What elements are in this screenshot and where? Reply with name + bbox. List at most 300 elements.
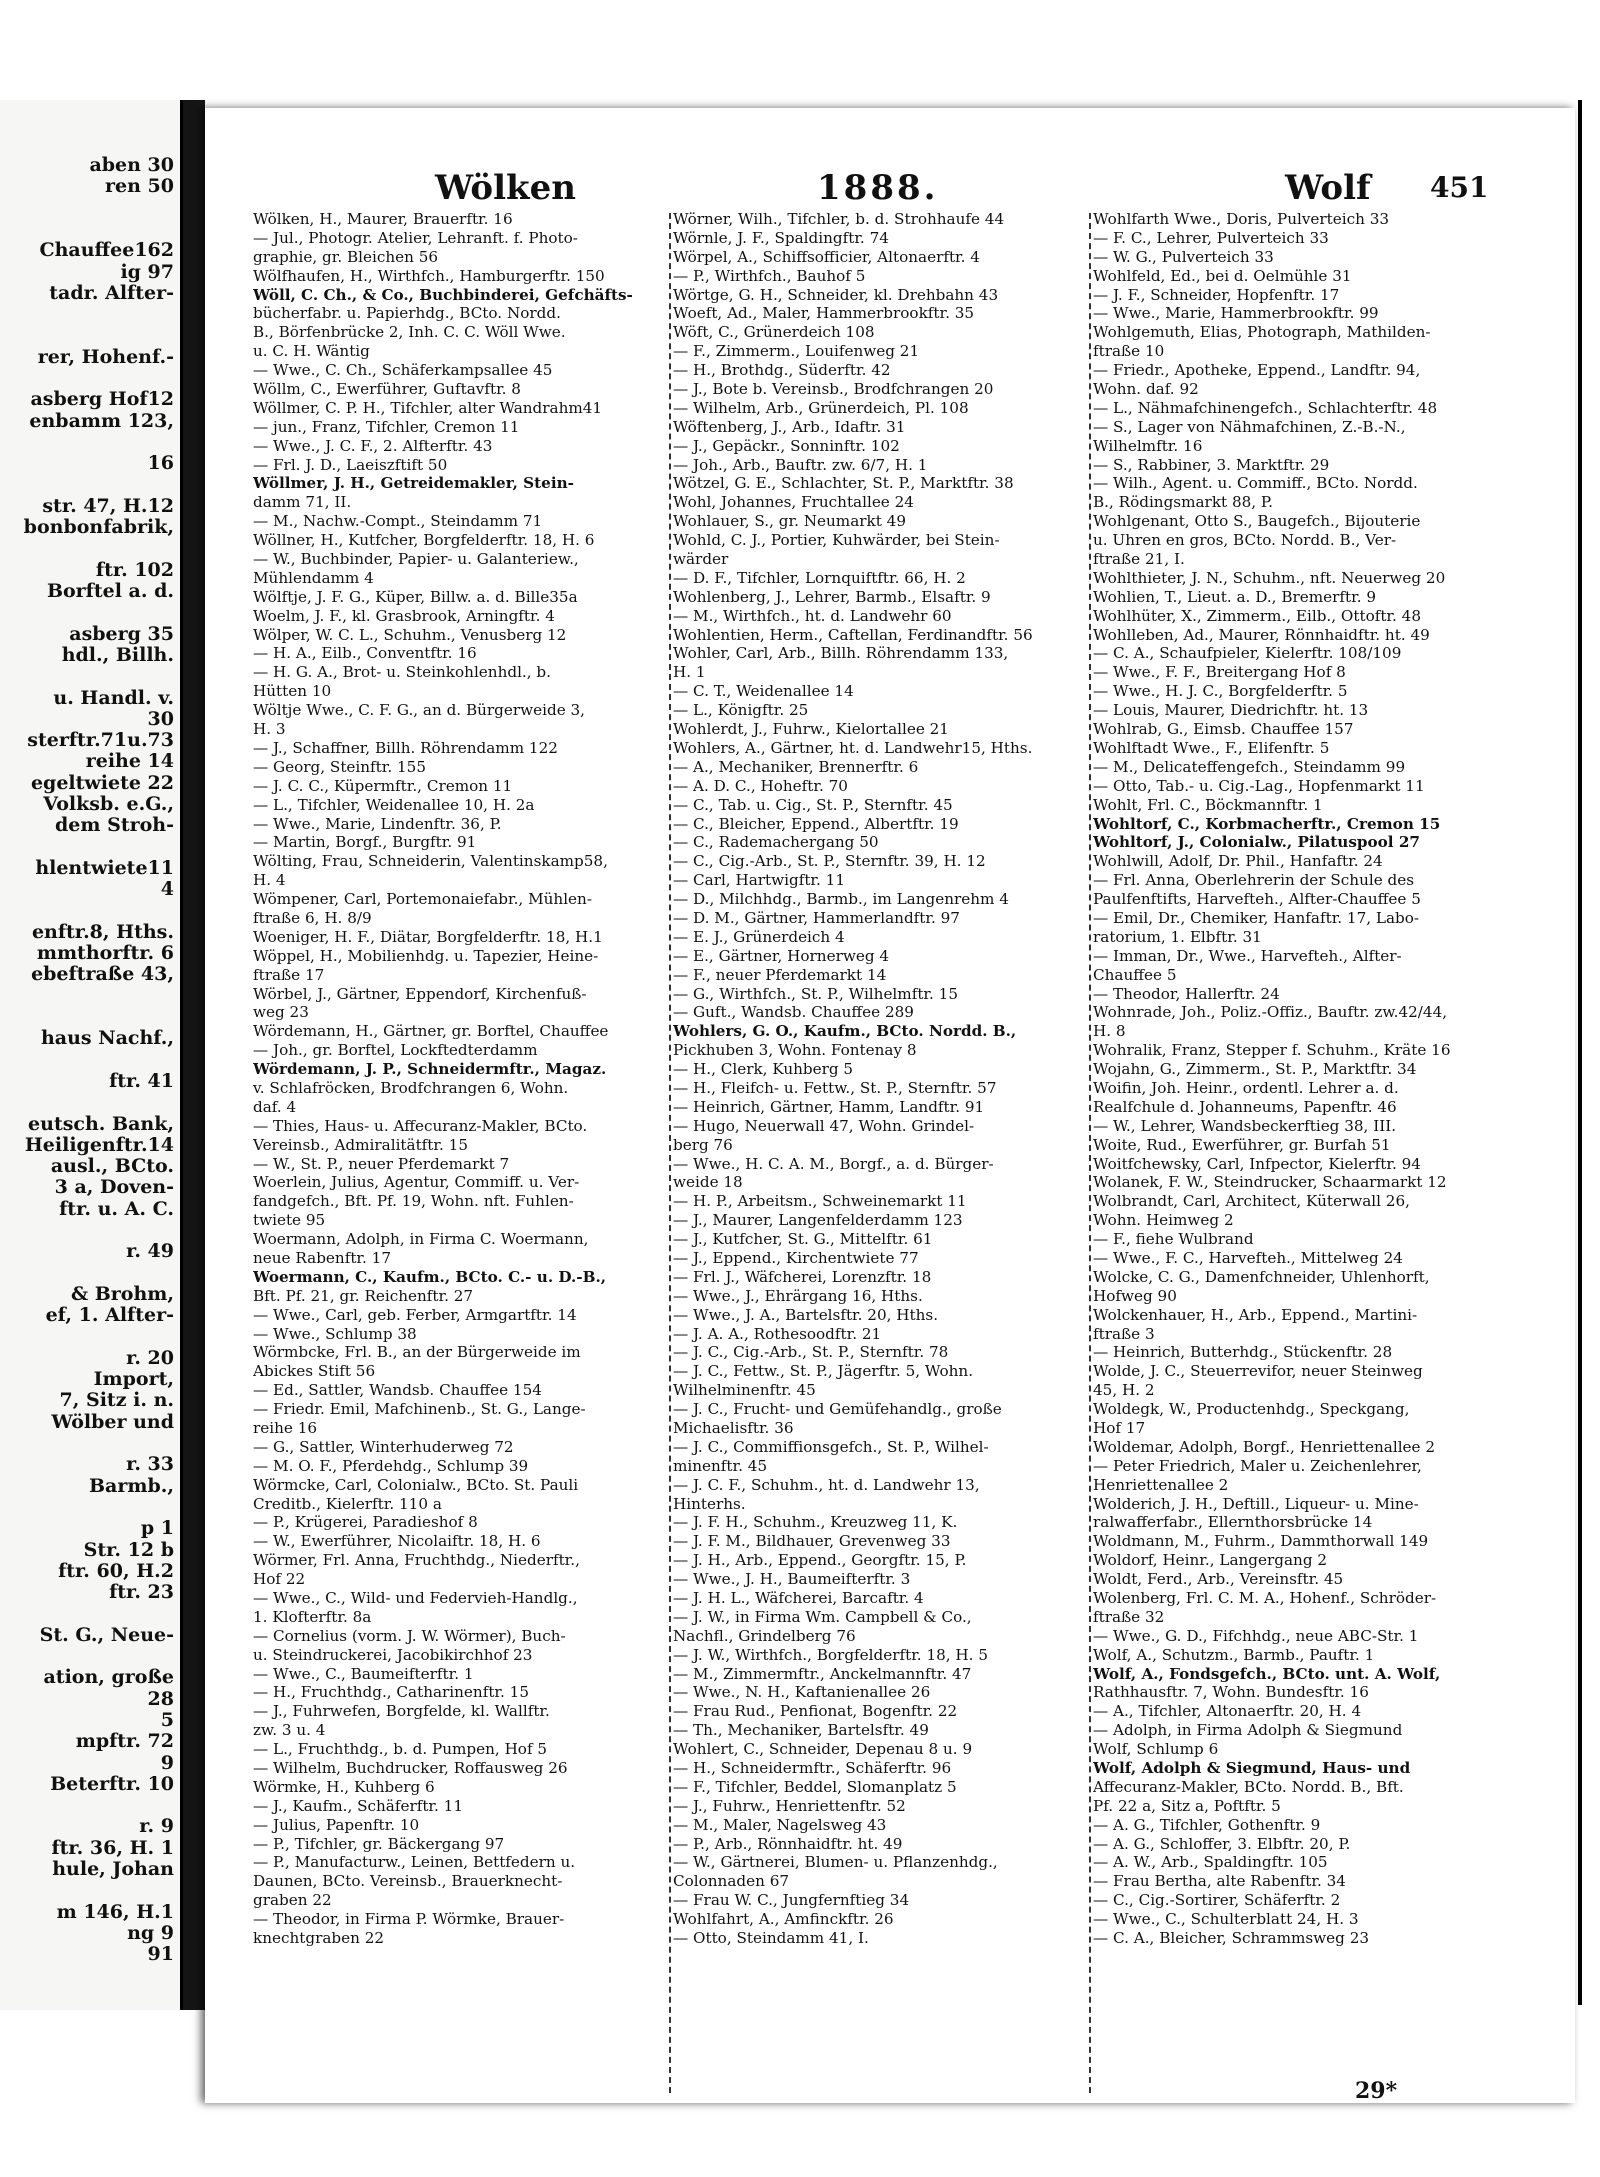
directory-entry-line: berg 76: [673, 1135, 733, 1154]
directory-entry-line: — W., Ewerführer, Nicolaiftr. 18, H. 6: [253, 1532, 541, 1551]
directory-entry-line: Bft. Pf. 21, gr. Reichenftr. 27: [253, 1286, 474, 1305]
previous-page-line: sterftr.71u.73: [27, 729, 174, 752]
directory-entry-line: — L., Königftr. 25: [673, 701, 809, 720]
directory-entry-line: weg 23: [253, 1003, 309, 1022]
directory-entry-line: Woeft, Ad., Maler, Hammerbrookftr. 35: [673, 304, 975, 323]
directory-entry-line: — J. F., Schneider, Hopfenftr. 17: [1093, 285, 1340, 304]
directory-entry-line: Wörpel, A., Schiffsofficier, Altonaerftr. 4: [673, 247, 980, 266]
directory-entry-line: Wolf, A., Schutzm., Barmb., Pauftr. 1: [1093, 1645, 1375, 1664]
directory-entry-line: Colonnaden 67: [673, 1872, 790, 1891]
directory-entry-line: — Wwe., C. Ch., Schäferkampsallee 45: [253, 361, 553, 380]
directory-entry-line: — Emil, Dr., Chemiker, Hanfaftr. 17, Labo-: [1093, 908, 1420, 927]
previous-page-line: Str. 12 b: [83, 1538, 174, 1561]
entries-column-1: [253, 210, 673, 2110]
directory-entry-line: u. Steindruckerei, Jacobikirchhof 23: [253, 1645, 533, 1664]
directory-entry-line: Wördemann, H., Gärtner, gr. Borftel, Chauffee: [253, 1022, 609, 1041]
previous-page-fragment: [0, 100, 183, 2010]
directory-entry-line: Woldmann, M., Fuhrm., Dammthorwall 149: [1093, 1532, 1429, 1551]
directory-entry-line: — Wwe., J. H., Baumeifterftr. 3: [673, 1570, 911, 1589]
previous-page-line: ftr. 23: [109, 1581, 174, 1604]
directory-entry-line: — P., Krügerei, Paradieshof 8: [253, 1513, 478, 1532]
directory-entry-line: Wörmbcke, Frl. B., an der Bürgerweide im: [253, 1343, 581, 1362]
previous-page-line: reihe 14: [85, 750, 174, 773]
previous-page-line: bonbonfabrik,: [23, 516, 174, 539]
directory-entry-line: — Th., Mechaniker, Bartelsftr. 49: [673, 1721, 929, 1740]
directory-entry-line: — Wwe., N. H., Kaftanienallee 26: [673, 1683, 931, 1702]
previous-page-line: haus Nachf.,: [40, 1027, 174, 1050]
directory-entry-line: — W., Buchbinder, Papier- u. Galanteriew.,: [253, 550, 579, 569]
directory-entry-line: Wohlleben, Ad., Maurer, Rönnhaidftr. ht. 49: [1093, 625, 1430, 644]
previous-page-line: hdl., Billh.: [61, 643, 174, 666]
directory-entry-line: — Theodor, Hallerftr. 24: [1093, 984, 1280, 1003]
directory-entry-line: Wohlfarth Wwe., Doris, Pulverteich 33: [1093, 210, 1390, 228]
previous-page-line: Barmb.,: [89, 1474, 174, 1497]
directory-entry-line: Wohld, C. J., Portier, Kuhwärder, bei Stein-: [673, 531, 1000, 550]
directory-entry-line: — Wwe., Schlump 38: [253, 1324, 417, 1343]
directory-entry-line: Woldemar, Adolph, Borgf., Henriettenallee 2: [1093, 1437, 1436, 1456]
directory-entry-line: — Heinrich, Butterhdg., Stückenftr. 28: [1093, 1343, 1393, 1362]
directory-entry-line: — Frau Rud., Penfionat, Bogenftr. 22: [673, 1702, 958, 1721]
previous-page-line: u. Handl. v.: [53, 686, 174, 709]
directory-entry-line: — Hugo, Neuerwall 47, Wohn. Grindel-: [673, 1116, 975, 1135]
previous-page-line: Import,: [93, 1368, 174, 1391]
directory-entry-line: — W., St. P., neuer Pferdemarkt 7: [253, 1154, 510, 1173]
previous-page-line: 91: [147, 1943, 174, 1966]
directory-entry-line: — F., Zimmerm., Louifenweg 21: [673, 342, 920, 361]
directory-entry-line: — J., Eppend., Kirchentwiete 77: [673, 1248, 919, 1267]
directory-entry-line: — J. H., Arb., Eppend., Georgftr. 15, P.: [673, 1551, 967, 1570]
directory-entry-line: Wohlert, C., Schneider, Depenau 8 u. 9: [673, 1740, 973, 1759]
previous-page-line: r. 9: [139, 1815, 174, 1838]
directory-entry-line: — Friedr. Emil, Mafchinenb., St. G., Lange-: [253, 1400, 586, 1419]
directory-entry-line: Wohn. daf. 92: [1093, 380, 1199, 399]
directory-entry-line: — Adolph, in Firma Adolph & Siegmund: [1093, 1721, 1403, 1740]
directory-entry-line: — J., Kutfcher, St. G., Mittelftr. 61: [673, 1230, 933, 1249]
directory-entry-line: Wölftje, J. F. G., Küper, Billw. a. d. Bille35a: [253, 587, 578, 606]
directory-entry-line: ftraße 10: [1093, 342, 1165, 361]
directory-entry-line: — M., Maler, Nagelsweg 43: [673, 1815, 887, 1834]
directory-entry-line: — S., Rabbiner, 3. Marktftr. 29: [1093, 455, 1330, 474]
directory-entry-line: H. 3: [253, 720, 286, 739]
directory-entry-line: Wömpener, Carl, Portemonaiefabr., Mühlen-: [253, 890, 592, 909]
previous-page-line: egeltwiete 22: [30, 771, 174, 794]
directory-entry-line: Woermann, Adolph, in Firma C. Woermann,: [253, 1230, 589, 1249]
directory-entry-line: damm 71, II.: [253, 493, 352, 512]
entries-column-2: [673, 210, 1093, 2110]
directory-entry-line: — Georg, Steinftr. 155: [253, 757, 427, 776]
directory-entry-line: 45, H. 2: [1093, 1381, 1155, 1400]
previous-page-line: enftr.8, Hths.: [31, 920, 174, 943]
directory-entry-line: knechtgraben 22: [253, 1929, 385, 1948]
directory-entry-line: twiete 95: [253, 1211, 326, 1230]
directory-entry-line: Woite, Rud., Ewerführer, gr. Burfah 51: [1093, 1135, 1391, 1154]
directory-entry-line: Affecuranz-Makler, BCto. Nordd. B., Bft.: [1093, 1777, 1404, 1796]
directory-entry-line: — S., Lager von Nähmafchinen, Z.-B.-N.,: [1093, 417, 1406, 436]
previous-page-line: ng 9: [127, 1921, 174, 1944]
directory-entry-line: Wohlgenant, Otto S., Baugefch., Bijouterie: [1093, 512, 1421, 531]
directory-entry-line: — Frl. J. D., Laeiszftift 50: [253, 455, 448, 474]
directory-entry-line: Wölting, Frau, Schneiderin, Valentinskamp58,: [253, 852, 608, 871]
directory-entry-line: Nachfl., Grindelberg 76: [673, 1626, 856, 1645]
directory-entry-line: Wöftenberg, J., Arb., Idaftr. 31: [673, 417, 906, 436]
directory-entry-line: — M., Zimmermftr., Anckelmannftr. 47: [673, 1664, 972, 1683]
previous-page-line: & Brohm,: [70, 1282, 174, 1305]
directory-entry-line: — Wwe., C., Schulterblatt 24, H. 3: [1093, 1910, 1359, 1929]
directory-entry-line: Wohlhüter, X., Zimmerm., Eilb., Ottoftr. 48: [1093, 606, 1422, 625]
previous-page-line: ation, große: [43, 1666, 174, 1689]
directory-entry-line: — J. C., Commiffionsgefch., St. P., Wilhel-: [673, 1437, 989, 1456]
directory-entry-line: — Ed., Sattler, Wandsb. Chauffee 154: [253, 1381, 542, 1400]
directory-entry-line: — Wwe., C., Baumeifterftr. 1: [253, 1664, 474, 1683]
directory-entry-line: graphie, gr. Bleichen 56: [253, 247, 439, 266]
directory-entry-line: — Wilh., Agent. u. Commiff., BCto. Nordd.: [1093, 474, 1418, 493]
previous-page-line: ftr. 36, H. 1: [51, 1836, 174, 1859]
directory-entry-line: — J. C., Fettw., St. P., Jägerftr. 5, Wohn.: [673, 1362, 974, 1381]
directory-entry-line: — F., neuer Pferdemarkt 14: [673, 965, 887, 984]
directory-entry-line: — Carl, Hartwigftr. 11: [673, 871, 846, 890]
directory-entry-line: — M. O. F., Pferdehdg., Schlump 39: [253, 1456, 529, 1475]
directory-entry-line: Wohler, Carl, Arb., Billh. Röhrendamm 133,: [673, 644, 1009, 663]
directory-entry-line: — J. F. H., Schuhm., Kreuzweg 11, K.: [673, 1513, 958, 1532]
directory-entry-line: — M., Nachw.-Compt., Steindamm 71: [253, 512, 543, 531]
directory-entry-line: Woermann, C., Kaufm., BCto. C.- u. D.-B.,: [253, 1267, 607, 1286]
directory-entry-line: graben 22: [253, 1891, 332, 1910]
directory-entry-line: — Wwe., J., Ehrärgang 16, Hths.: [673, 1286, 923, 1305]
previous-page-line: Borftel a. d.: [46, 580, 174, 602]
previous-page-line: Wölber und: [51, 1410, 174, 1433]
directory-entry-line: — H., Fleifch- u. Fettw., St. P., Sternftr. 57: [673, 1078, 997, 1097]
directory-entry-line: — W., Lehrer, Wandsbeckerftieg 38, III.: [1093, 1116, 1397, 1135]
directory-entry-line: — J., Kaufm., Schäferftr. 11: [253, 1796, 464, 1815]
previous-page-line: 3 a, Doven-: [54, 1176, 174, 1199]
directory-entry-line: Woitfchewsky, Carl, Infpector, Kielerftr. 94: [1093, 1154, 1421, 1173]
directory-entry-line: u. C. H. Wäntig: [253, 342, 370, 361]
previous-page-line: ig 97: [120, 260, 174, 283]
directory-entry-line: Wojahn, G., Zimmerm., St. P., Marktftr. 34: [1093, 1060, 1417, 1079]
previous-page-line: mmthorftr. 6: [36, 942, 174, 965]
directory-entry-line: — Joh., gr. Borftel, Lockftedterdamm: [253, 1041, 538, 1060]
previous-page-line: ausl., BCto.: [50, 1155, 174, 1178]
directory-entry-line: Wolderich, J. H., Deftill., Liqueur- u. Mine-: [1093, 1494, 1419, 1513]
directory-entry-line: ftraße 3: [1093, 1324, 1155, 1343]
directory-entry-line: minenftr. 45: [673, 1456, 768, 1475]
directory-entry-line: Wohl, Johannes, Fruchtallee 24: [673, 493, 914, 512]
previous-page-line: 30: [147, 707, 174, 730]
directory-entry-line: — Julius, Papenftr. 10: [253, 1815, 420, 1834]
directory-entry-line: Wöll, C. Ch., & Co., Buchbinderei, Gefchäfts-: [253, 285, 633, 304]
directory-entry-line: — P., Arb., Rönnhaidftr. ht. 49: [673, 1834, 903, 1853]
scan-edge-bar: [1578, 100, 1582, 2005]
directory-entry-line: Wohnrade, Joh., Poliz.-Offiz., Bauftr. zw.42/44,: [1093, 1003, 1448, 1022]
previous-page-line: Chauffee162: [39, 239, 174, 262]
directory-entry-line: ftraße 21, I.: [1093, 550, 1185, 569]
previous-page-line: 16: [147, 452, 174, 475]
directory-entry-line: — J. C., Cig.-Arb., St. P., Sternftr. 78: [673, 1343, 949, 1362]
directory-entry-line: ftraße 32: [1093, 1607, 1165, 1626]
directory-entry-line: u. Uhren en gros, BCto. Nordd. B., Ver-: [1093, 531, 1397, 550]
previous-page-line: Beterftr. 10: [50, 1772, 174, 1795]
directory-entry-line: — A. D. C., Hoheftr. 70: [673, 776, 848, 795]
directory-entry-line: reihe 16: [253, 1419, 318, 1437]
directory-entry-line: — J. F. M., Bildhauer, Grevenweg 33: [673, 1532, 951, 1551]
directory-entry-line: Henriettenallee 2: [1093, 1475, 1229, 1494]
directory-entry-line: — D. M., Gärtner, Hammerlandftr. 97: [673, 908, 960, 927]
directory-entry-line: — Wwe., J. C. F., 2. Alfterftr. 43: [253, 436, 493, 455]
directory-entry-line: — L., Tifchler, Weidenallee 10, H. 2a: [253, 795, 535, 814]
previous-page-line: 28: [147, 1687, 174, 1710]
directory-entry-line: — C., Cig.-Sortirer, Schäferftr. 2: [1093, 1891, 1341, 1910]
directory-entry-line: bücherfabr. u. Papierhdg., BCto. Nordd.: [253, 304, 561, 323]
running-head-year: 1888.: [817, 168, 939, 208]
directory-entry-line: Wötzel, G. E., Schlachter, St. P., Marktftr. 38: [673, 474, 1014, 493]
directory-entry-line: Wörbel, J., Gärtner, Eppendorf, Kirchenfuß-: [253, 984, 587, 1003]
directory-entry-line: Wöppel, H., Mobilienhdg. u. Tapezier, Heine-: [253, 946, 599, 965]
directory-entry-line: Wöllmer, C. P. H., Tifchler, alter Wandrahm41: [253, 398, 603, 417]
directory-entry-line: — Peter Friedrich, Maler u. Zeichenlehrer,: [1093, 1456, 1422, 1475]
directory-entry-line: — H. A., Eilb., Conventftr. 16: [253, 644, 477, 663]
directory-entry-line: Woldegk, W., Productenhdg., Speckgang,: [1093, 1400, 1410, 1419]
directory-entry-line: Abickes Stift 56: [253, 1362, 376, 1381]
directory-entry-line: weide 18: [673, 1173, 743, 1192]
directory-entry-line: — Wwe., J. A., Bartelsftr. 20, Hths.: [673, 1305, 939, 1324]
directory-entry-line: — A. W., Arb., Spaldingftr. 105: [1093, 1853, 1328, 1872]
directory-entry-line: — Wwe., H. J. C., Borgfelderftr. 5: [1093, 682, 1348, 701]
previous-page-line: ftr. 60, H.2: [58, 1559, 174, 1582]
directory-entry-line: — P., Manufacturw., Leinen, Bettfedern u.: [253, 1853, 576, 1872]
directory-entry-line: — H., Brothdg., Süderftr. 42: [673, 361, 891, 380]
directory-entry-line: Pickhuben 3, Wohn. Fontenay 8: [673, 1041, 917, 1060]
directory-entry-line: Wohlgemuth, Elias, Photograph, Mathilden-: [1093, 323, 1431, 342]
previous-page-line: rer, Hohenf.-: [37, 345, 174, 368]
directory-entry-line: Wohlenberg, J., Lehrer, Barmb., Elsaftr. 9: [673, 587, 991, 606]
directory-page: [205, 108, 1575, 2103]
directory-entry-line: B., Rödingsmarkt 88, P.: [1093, 493, 1273, 512]
directory-entry-line: Wohlien, T., Lieut. a. D., Bremerftr. 9: [1093, 587, 1377, 606]
directory-entry-line: — Wwe., F. C., Harvefteh., Mittelweg 24: [1093, 1248, 1403, 1267]
directory-entry-line: — F., fiehe Wulbrand: [1093, 1230, 1254, 1249]
directory-entry-line: — J., Schaffner, Billh. Röhrendamm 122: [253, 738, 558, 757]
directory-entry-line: ratorium, 1. Elbftr. 31: [1093, 927, 1262, 946]
directory-entry-line: — Wwe., F. F., Breitergang Hof 8: [1093, 663, 1346, 682]
previous-page-line: St. G., Neue-: [39, 1623, 174, 1646]
directory-entry-line: — W. G., Pulverteich 33: [1093, 247, 1274, 266]
directory-entry-line: Pf. 22 a, Sitz a, Poftftr. 5: [1093, 1796, 1281, 1815]
previous-page-line: 4: [160, 878, 174, 901]
previous-page-line: mpftr. 72: [75, 1730, 174, 1753]
directory-entry-line: Wohltorf, J., Colonialw., Pilatuspool 27: [1093, 833, 1420, 852]
previous-page-line: ftr. 41: [109, 1069, 174, 1092]
directory-entry-line: Wölken, H., Maurer, Brauerftr. 16: [253, 210, 513, 228]
previous-page-line: ren 50: [105, 175, 174, 198]
directory-entry-line: Woifin, Joh. Heinr., ordentl. Lehrer a. d.: [1093, 1078, 1399, 1097]
previous-page-line: ftr. u. A. C.: [59, 1197, 174, 1220]
directory-entry-line: — Wwe., G. D., Fifchhdg., neue ABC-Str. 1: [1093, 1626, 1419, 1645]
directory-entry-line: ralwafferfabr., Ellernthorsbrücke 14: [1093, 1513, 1373, 1532]
directory-entry-line: — Frl. J., Wäfcherei, Lorenzftr. 18: [673, 1267, 932, 1286]
directory-entry-line: — Jul., Photogr. Atelier, Lehranft. f. Photo-: [253, 228, 578, 247]
directory-entry-line: Hof 22: [253, 1570, 306, 1589]
directory-entry-line: — J. H. L., Wäfcherei, Barcaftr. 4: [673, 1589, 924, 1608]
directory-entry-line: Woldorf, Heinr., Langergang 2: [1093, 1551, 1328, 1570]
directory-entry-line: Wörner, Wilh., Tifchler, b. d. Strohhaufe 44: [673, 210, 1005, 228]
directory-entry-line: — Cornelius (vorm. J. W. Wörmer), Buch-: [253, 1626, 566, 1645]
page-number: 451: [1430, 171, 1489, 204]
directory-entry-line: — J., Fuhrwefen, Borgfelde, kl. Wallftr.: [253, 1702, 550, 1721]
previous-page-line: ef, 1. Alfter-: [45, 1304, 174, 1327]
directory-entry-line: — C., Tab. u. Cig., St. P., Sternftr. 45: [673, 795, 953, 814]
previous-page-line: ebeftraße 43,: [31, 963, 174, 986]
directory-entry-line: Daunen, BCto. Vereinsb., Brauerknecht-: [253, 1872, 563, 1891]
previous-page-line: hlentwiete11: [35, 856, 174, 879]
directory-entry-line: — Wwe., Carl, geb. Ferber, Armgartftr. 14: [253, 1305, 577, 1324]
directory-entry-line: — Wwe., C., Wild- und Federvieh-Handlg.,: [253, 1589, 578, 1608]
directory-entry-line: Woldt, Ferd., Arb., Vereinsftr. 45: [1093, 1570, 1344, 1589]
directory-entry-line: Wohlerdt, J., Fuhrw., Kielortallee 21: [673, 720, 949, 739]
previous-page-line: ftr. 102: [95, 558, 174, 581]
directory-entry-line: Wolf, Schlump 6: [1093, 1740, 1219, 1759]
directory-entry-line: — J., Fuhrw., Henriettenftr. 52: [673, 1796, 906, 1815]
directory-entry-line: — H. P., Arbeitsm., Schweinemarkt 11: [673, 1192, 967, 1211]
directory-entry-line: — C. A., Bleicher, Schrammsweg 23: [1093, 1929, 1370, 1948]
directory-entry-line: — A., Mechaniker, Brennerftr. 6: [673, 757, 919, 776]
directory-entry-line: — F., Tifchler, Beddel, Slomanplatz 5: [673, 1777, 957, 1796]
directory-entry-line: Wohlfahrt, A., Amfinckftr. 26: [673, 1910, 894, 1929]
directory-entry-line: — Louis, Maurer, Diedrichftr. ht. 13: [1093, 701, 1369, 720]
directory-entry-line: Wohlfeld, Ed., bei d. Oelmühle 31: [1093, 266, 1352, 285]
previous-page-line: tadr. Alfter-: [49, 281, 174, 304]
directory-entry-line: wärder: [673, 550, 729, 569]
previous-page-line: p 1: [140, 1517, 174, 1540]
directory-entry-line: — Heinrich, Gärtner, Hamm, Landftr. 91: [673, 1097, 985, 1116]
directory-entry-line: Hütten 10: [253, 682, 332, 701]
directory-entry-line: — W., Gärtnerei, Blumen- u. Pflanzenhdg.,: [673, 1853, 998, 1872]
directory-entry-line: Wohlwill, Adolf, Dr. Phil., Hanfaftr. 24: [1093, 852, 1383, 871]
directory-entry-line: — H., Schneidermftr., Schäferftr. 96: [673, 1759, 952, 1778]
directory-entry-line: fandgefch., Bft. Pf. 19, Wohn. nft. Fuhlen-: [253, 1192, 574, 1211]
directory-entry-line: Wöltje Wwe., C. F. G., an d. Bürgerweide 3,: [253, 701, 586, 720]
directory-entry-line: Wörnle, J. F., Spaldingftr. 74: [673, 228, 889, 247]
directory-entry-line: Wörmer, Frl. Anna, Fruchthdg., Niederftr.,: [253, 1551, 580, 1570]
directory-entry-line: Wohlers, G. O., Kaufm., BCto. Nordd. B.,: [673, 1022, 1017, 1041]
directory-entry-line: Wördemann, J. P., Schneidermftr., Magaz.: [253, 1060, 607, 1079]
directory-entry-line: ftraße 17: [253, 965, 325, 984]
directory-entry-line: Wöllner, H., Kutfcher, Borgfelderftr. 18, H. 6: [253, 531, 595, 550]
previous-page-line: enbamm 123,: [29, 409, 174, 432]
previous-page-line: m 146, H.1: [56, 1900, 174, 1923]
directory-entry-line: Wölfhaufen, H., Wirthfch., Hamburgerftr. 150: [253, 266, 605, 285]
directory-entry-line: neue Rabenftr. 17: [253, 1248, 391, 1267]
directory-entry-line: Wolckenhauer, H., Arb., Eppend., Martini-: [1093, 1305, 1418, 1324]
directory-entry-line: Creditb., Kielerftr. 110 a: [253, 1494, 442, 1513]
directory-entry-line: — H. G. A., Brot- u. Steinkohlenhdl., b.: [253, 663, 551, 682]
directory-entry-line: — Joh., Arb., Bauftr. zw. 6/7, H. 1: [673, 455, 928, 474]
directory-entry-line: Wolbrandt, Carl, Architect, Küterwall 26,: [1093, 1192, 1410, 1211]
directory-entry-line: Hofweg 90: [1093, 1286, 1177, 1305]
directory-entry-line: Wörmke, H., Kuhberg 6: [253, 1777, 435, 1796]
signature-mark: 29*: [1355, 2078, 1398, 2104]
directory-entry-line: Wilhelmftr. 16: [1093, 436, 1203, 455]
previous-page-line: 7, Sitz i. n.: [59, 1389, 174, 1412]
directory-entry-line: — J., Bote b. Vereinsb., Brodfchrangen 20: [673, 380, 994, 399]
directory-entry-line: — P., Wirthfch., Bauhof 5: [673, 266, 866, 285]
directory-entry-line: — Wilhelm, Arb., Grünerdeich, Pl. 108: [673, 398, 969, 417]
previous-page-line: eutsch. Bank,: [28, 1112, 174, 1135]
directory-entry-line: — E. J., Grünerdeich 4: [673, 927, 845, 946]
directory-entry-line: Wolf, A., Fondsgefch., BCto. unt. A. Wolf,: [1093, 1664, 1441, 1683]
directory-entry-line: — Otto, Tab.- u. Cig.-Lag., Hopfenmarkt 11: [1093, 776, 1425, 795]
directory-entry-line: — Friedr., Apotheke, Eppend., Landftr. 94,: [1093, 361, 1421, 380]
directory-entry-line: — H., Clerk, Kuhberg 5: [673, 1060, 854, 1079]
directory-entry-line: — G., Wirthfch., St. P., Wilhelmftr. 15: [673, 984, 958, 1003]
directory-entry-line: — E., Gärtner, Hornerweg 4: [673, 946, 890, 965]
directory-entry-line: Wörmcke, Carl, Colonialw., BCto. St. Pauli: [253, 1475, 579, 1494]
directory-entry-line: Wöllmer, J. H., Getreidemakler, Stein-: [253, 474, 574, 493]
directory-entry-line: Hinterhs.: [673, 1494, 746, 1513]
directory-entry-line: Woerlein, Julius, Agentur, Commiff. u. Ver-: [253, 1173, 580, 1192]
directory-entry-line: — L., Fruchthdg., b. d. Pumpen, Hof 5: [253, 1740, 548, 1759]
directory-entry-line: Woeniger, H. F., Diätar, Borgfelderftr. 18, H.1: [253, 927, 603, 946]
directory-entry-line: Vereinsb., Admiralitätftr. 15: [253, 1135, 468, 1154]
previous-page-line: Volksb. e.G.,: [43, 793, 174, 815]
directory-entry-line: — Wwe., Marie, Hammerbrookftr. 99: [1093, 304, 1379, 323]
directory-entry-line: Wohlftadt Wwe., F., Elifenftr. 5: [1093, 738, 1330, 757]
directory-entry-line: 1. Klofterftr. 8a: [253, 1607, 372, 1626]
directory-entry-line: ftraße 6, H. 8/9: [253, 908, 372, 927]
previous-page-line: r. 20: [126, 1346, 174, 1369]
directory-entry-line: — C., Cig.-Arb., St. P., Sternftr. 39, H. 12: [673, 852, 986, 871]
previous-page-line: r. 33: [126, 1453, 174, 1476]
directory-entry-line: Paulfenftifts, Harvefteh., Alfter-Chauffee 5: [1093, 890, 1421, 909]
previous-page-line: str. 47, H.12: [42, 494, 174, 517]
directory-entry-line: — D. F., Tifchler, Lornquiftftr. 66, H. 2: [673, 568, 966, 587]
directory-entry-line: — Frau W. C., Jungfernftieg 34: [673, 1891, 910, 1910]
directory-entry-line: — J. W., in Firma Wm. Campbell & Co.,: [673, 1607, 972, 1626]
directory-entry-line: — J., Gepäckr., Sonninftr. 102: [673, 436, 900, 455]
directory-entry-line: Wörtge, G. H., Schneider, kl. Drehbahn 43: [673, 285, 999, 304]
directory-entry-line: — P., Tifchler, gr. Bäckergang 97: [253, 1834, 505, 1853]
directory-entry-line: — J. C. F., Schuhm., ht. d. Landwehr 13,: [673, 1475, 980, 1494]
directory-entry-line: Wohlers, A., Gärtner, ht. d. Landwehr15, Hths.: [673, 738, 1033, 757]
directory-entry-line: H. 1: [673, 663, 706, 682]
directory-entry-line: Wohn. Heimweg 2: [1093, 1211, 1234, 1230]
directory-entry-line: — F. C., Lehrer, Pulverteich 33: [1093, 228, 1329, 247]
directory-entry-line: Wohlt, Frl. C., Böckmannftr. 1: [1093, 795, 1323, 814]
directory-entry-line: Wohltorf, C., Korbmacherftr., Cremon 15: [1093, 814, 1441, 833]
directory-entry-line: — G., Sattler, Winterhuderweg 72: [253, 1437, 514, 1456]
directory-entry-line: — C. A., Schaufpieler, Kielerftr. 108/109: [1093, 644, 1402, 663]
previous-page-line: asberg Hof12: [30, 388, 174, 411]
directory-entry-line: Wohlthieter, J. N., Schuhm., nft. Neuerweg 20: [1093, 568, 1446, 587]
directory-entry-line: — Frau Bertha, alte Rabenftr. 34: [1093, 1872, 1346, 1891]
directory-entry-line: Realfchule d. Johanneums, Papenftr. 46: [1093, 1097, 1397, 1116]
directory-entry-line: — C., Bleicher, Eppend., Albertftr. 19: [673, 814, 959, 833]
previous-page-line: r. 49: [126, 1240, 174, 1263]
directory-entry-line: Wolcke, C. G., Damenfchneider, Uhlenhorft,: [1093, 1267, 1430, 1286]
directory-entry-line: Wöllm, C., Ewerführer, Guftavftr. 8: [253, 380, 521, 399]
directory-entry-line: Wohlrab, G., Eimsb. Chauffee 157: [1093, 720, 1354, 739]
directory-entry-line: — A. G., Schloffer, 3. Elbftr. 20, P.: [1093, 1834, 1351, 1853]
previous-page-line: 9: [160, 1751, 174, 1774]
directory-entry-line: Wolde, J. C., Steuerrevifor, neuer Steinweg: [1093, 1362, 1423, 1381]
directory-entry-line: Wilhelminenftr. 45: [673, 1381, 816, 1400]
directory-entry-line: Chauffee 5: [1093, 965, 1177, 984]
previous-page-line: hule, Johan: [52, 1858, 174, 1880]
directory-entry-line: — D., Milchhdg., Barmb., im Langenrehm 4: [673, 890, 1009, 909]
directory-entry-line: — Guft., Wandsb. Chauffee 289: [673, 1003, 914, 1022]
directory-entry-line: — C. T., Weidenallee 14: [673, 682, 854, 701]
directory-entry-line: — Otto, Steindamm 41, I.: [673, 1929, 869, 1948]
previous-page-line: asberg 35: [69, 622, 174, 645]
